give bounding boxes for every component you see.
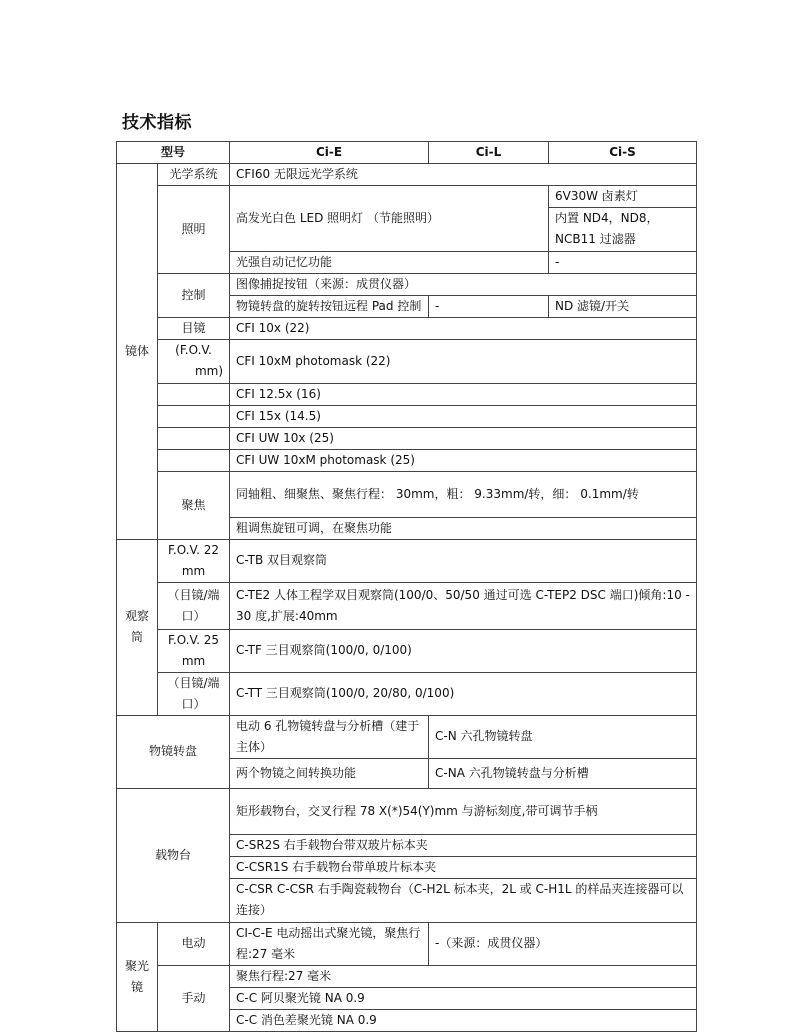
eyepiece-item: CFI UW 10xM photomask (25) [230, 449, 697, 471]
condenser-motor-e: CI-C-E 电动摇出式聚光镜，聚焦行程:27 毫米 [230, 922, 429, 965]
optics-value: CFI60 无限远光学系统 [230, 164, 697, 186]
illumination-s-filter-1: 内置 ND4，ND8， [549, 208, 697, 230]
nosepiece-ls-1: C-N 六孔物镜转盘 [429, 715, 697, 758]
condenser-manual-label: 手动 [158, 965, 230, 1031]
stage-csr: C-CSR C-CSR 右手陶瓷载物台（C-H2L 标本夹，2L 或 C-H1L 的样品夹连接器可以连接） [230, 878, 697, 922]
illumination-s-filter-2: NCB11 过滤器 [549, 229, 697, 251]
condenser-section-label: 聚光 镜 [117, 922, 158, 1031]
stage-csr1s: C-CSR1S 右手载物台带单玻片标本夹 [230, 856, 697, 878]
illumination-label: 照明 [158, 186, 230, 274]
eyepiece-fov-label [158, 339, 230, 383]
nosepiece-e-2: 两个物镜之间转换功能 [230, 758, 429, 788]
condenser-manual-1: 聚焦行程:27 毫米 [230, 965, 697, 987]
condenser-motor-label: 电动 [158, 922, 230, 965]
control-remote: 物镜转盘的旋转按钮远程 Pad 控制 [230, 295, 429, 317]
header-row [117, 142, 697, 164]
focus-label: 聚焦 [158, 471, 230, 539]
nosepiece-section-label: 物镜转盘 [117, 715, 230, 788]
eyepiece-fov-line-2: mm) [194, 364, 224, 378]
tube-fov25-label: F.O.V. 25 mm [158, 629, 230, 672]
illumination-led: 高发光白色 LED 照明灯 （节能照明） [230, 186, 549, 252]
eyepiece-label: 目镜 [158, 317, 230, 339]
eyepiece-fov-line-1: (F.O.V. [175, 343, 212, 357]
control-capture: 图像捕捉按钮（来源：成贯仪器） [230, 273, 697, 295]
optics-label: 光学系统 [158, 164, 230, 186]
tube-port-label-2: （目镜/端 口） [158, 672, 230, 715]
tube-ctf: C-TF 三目观察筒(100/0, 0/100) [230, 629, 697, 672]
model-header: 型号 [117, 142, 230, 164]
focus-knob: 粗调焦旋钮可调，在聚焦功能 [230, 517, 697, 539]
eyepiece-item: CFI 10xM photomask (22) [230, 339, 697, 383]
stage-section-label: 载物台 [117, 788, 230, 922]
eyepiece-item: CFI 15x (14.5) [230, 405, 697, 427]
stage-rect: 矩形载物台，交叉行程 78 X(*)54(Y)mm 与游标刻度,带可调节手柄 [230, 788, 697, 834]
control-remote-s: ND 滤镜/开关 [549, 295, 697, 317]
ci-e-header: Ci-E [230, 142, 429, 164]
tube-ctb: C-TB 双目观察筒 [230, 539, 697, 582]
condenser-manual-2: C-C 阿贝聚光镜 NA 0.9 [230, 987, 697, 1009]
stage-csr2s: C-SR2S 右手载物台带双玻片标本夹 [230, 834, 697, 856]
condenser-motor-ls: -（来源：成贯仪器） [429, 922, 697, 965]
illumination-memory-s: - [549, 251, 697, 273]
ci-s-header: Ci-S [549, 142, 697, 164]
illumination-memory: 光强自动记忆功能 [230, 251, 549, 273]
tube-fov22-label: F.O.V. 22 mm [158, 539, 230, 582]
control-label: 控制 [158, 273, 230, 317]
tube-ctt: C-TT 三目观察筒(100/0, 20/80, 0/100) [230, 672, 697, 715]
tube-section-label: 观察 筒 [117, 539, 158, 715]
nosepiece-ls-2: C-NA 六孔物镜转盘与分析槽 [429, 758, 697, 788]
condenser-manual-3: C-C 消色差聚光镜 NA 0.9 [230, 1009, 697, 1031]
nosepiece-e-1: 电动 6 孔物镜转盘与分析槽（建于主体） [230, 715, 429, 758]
eyepiece-item: CFI 12.5x (16) [230, 383, 697, 405]
tube-port-label-1: （目镜/端 口） [158, 582, 230, 629]
eyepiece-item: CFI 10x (22) [230, 317, 697, 339]
tube-cte2: C-TE2 人体工程学双目观察筒(100/0、50/50 通过可选 C-TEP2 DSC 端口)倾角:10 - 30 度,扩展:40mm [230, 582, 697, 629]
spec-table [116, 141, 697, 1032]
eyepiece-item: CFI UW 10x (25) [230, 427, 697, 449]
page-title: 技术指标 [122, 113, 192, 133]
control-remote-l: - [429, 295, 549, 317]
ci-l-header: Ci-L [429, 142, 549, 164]
focus-stroke: 同轴粗、细聚焦、聚焦行程： 30mm，粗： 9.33mm/转，细： 0.1mm/转 [230, 471, 697, 517]
body-section-label: 镜体 [117, 164, 158, 540]
illumination-s-lamp: 6V30W 卤素灯 [549, 186, 697, 208]
